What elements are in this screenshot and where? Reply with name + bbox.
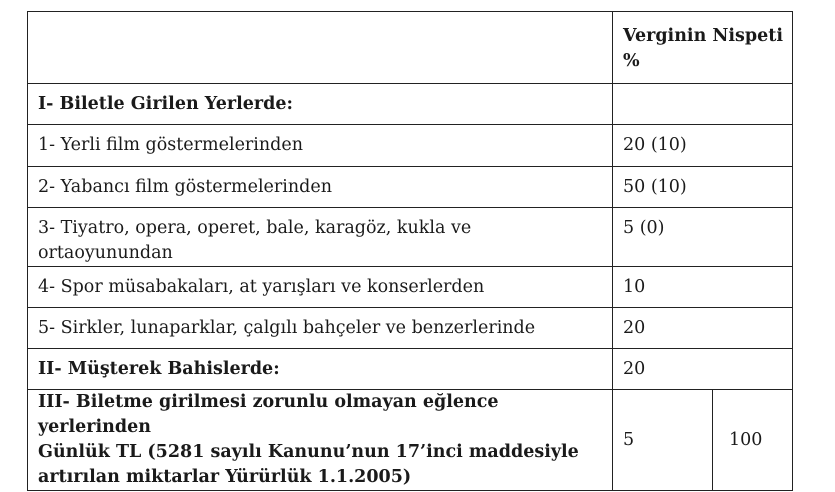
- table-row: [28, 125, 793, 167]
- rate-cell: 20: [613, 308, 793, 349]
- rate-cell: 20 (10): [613, 125, 793, 167]
- rate-cell: 5: [613, 390, 713, 491]
- table-row: [28, 208, 793, 267]
- section-heading-line: III- Biletme girilmesi zorunlu olmayan eğlence yerlerinden: [38, 392, 499, 437]
- section-heading-cell: I- Biletle Girilen Yerlerde:: [28, 84, 613, 125]
- table-row: [28, 308, 793, 349]
- section-heading-cell: [28, 390, 613, 491]
- rate-cell: 50 (10): [613, 167, 793, 208]
- amount-cell: 100: [713, 390, 793, 491]
- header-label-cell: [28, 12, 613, 84]
- header-rate-title: Verginin Nispeti: [623, 26, 783, 46]
- table-row: [28, 390, 793, 491]
- item-label-cell: 4- Spor müsabakaları, at yarışları ve konserlerden: [28, 267, 613, 308]
- item-label-cell: 5- Sirkler, lunaparklar, çalgılı bahçeler ve benzerlerinde: [28, 308, 613, 349]
- rate-cell: 10: [613, 267, 793, 308]
- header-row: [28, 12, 793, 84]
- header-rate-cell: [613, 12, 793, 84]
- rate-cell: [613, 84, 793, 125]
- rate-cell: 5 (0): [613, 208, 793, 267]
- header-rate-unit: %: [623, 51, 640, 71]
- tax-rate-table: [27, 11, 793, 491]
- table-row: [28, 349, 793, 390]
- table-row: [28, 267, 793, 308]
- section-heading-line: artırılan miktarlar Yürürlük 1.1.2005): [38, 467, 412, 487]
- section-heading-line: Günlük TL (5281 sayılı Kanunu’nun 17’inci maddesiyle: [38, 442, 579, 462]
- item-label-cell: 3- Tiyatro, opera, operet, bale, karagöz, kukla ve ortaoyunundan: [28, 208, 613, 267]
- rate-cell: 20: [613, 349, 793, 390]
- table-row: [28, 167, 793, 208]
- section-heading-cell: II- Müşterek Bahislerde:: [28, 349, 613, 390]
- table-row: [28, 84, 793, 125]
- item-label-cell: 1- Yerli film göstermelerinden: [28, 125, 613, 167]
- item-label-cell: 2- Yabancı film göstermelerinden: [28, 167, 613, 208]
